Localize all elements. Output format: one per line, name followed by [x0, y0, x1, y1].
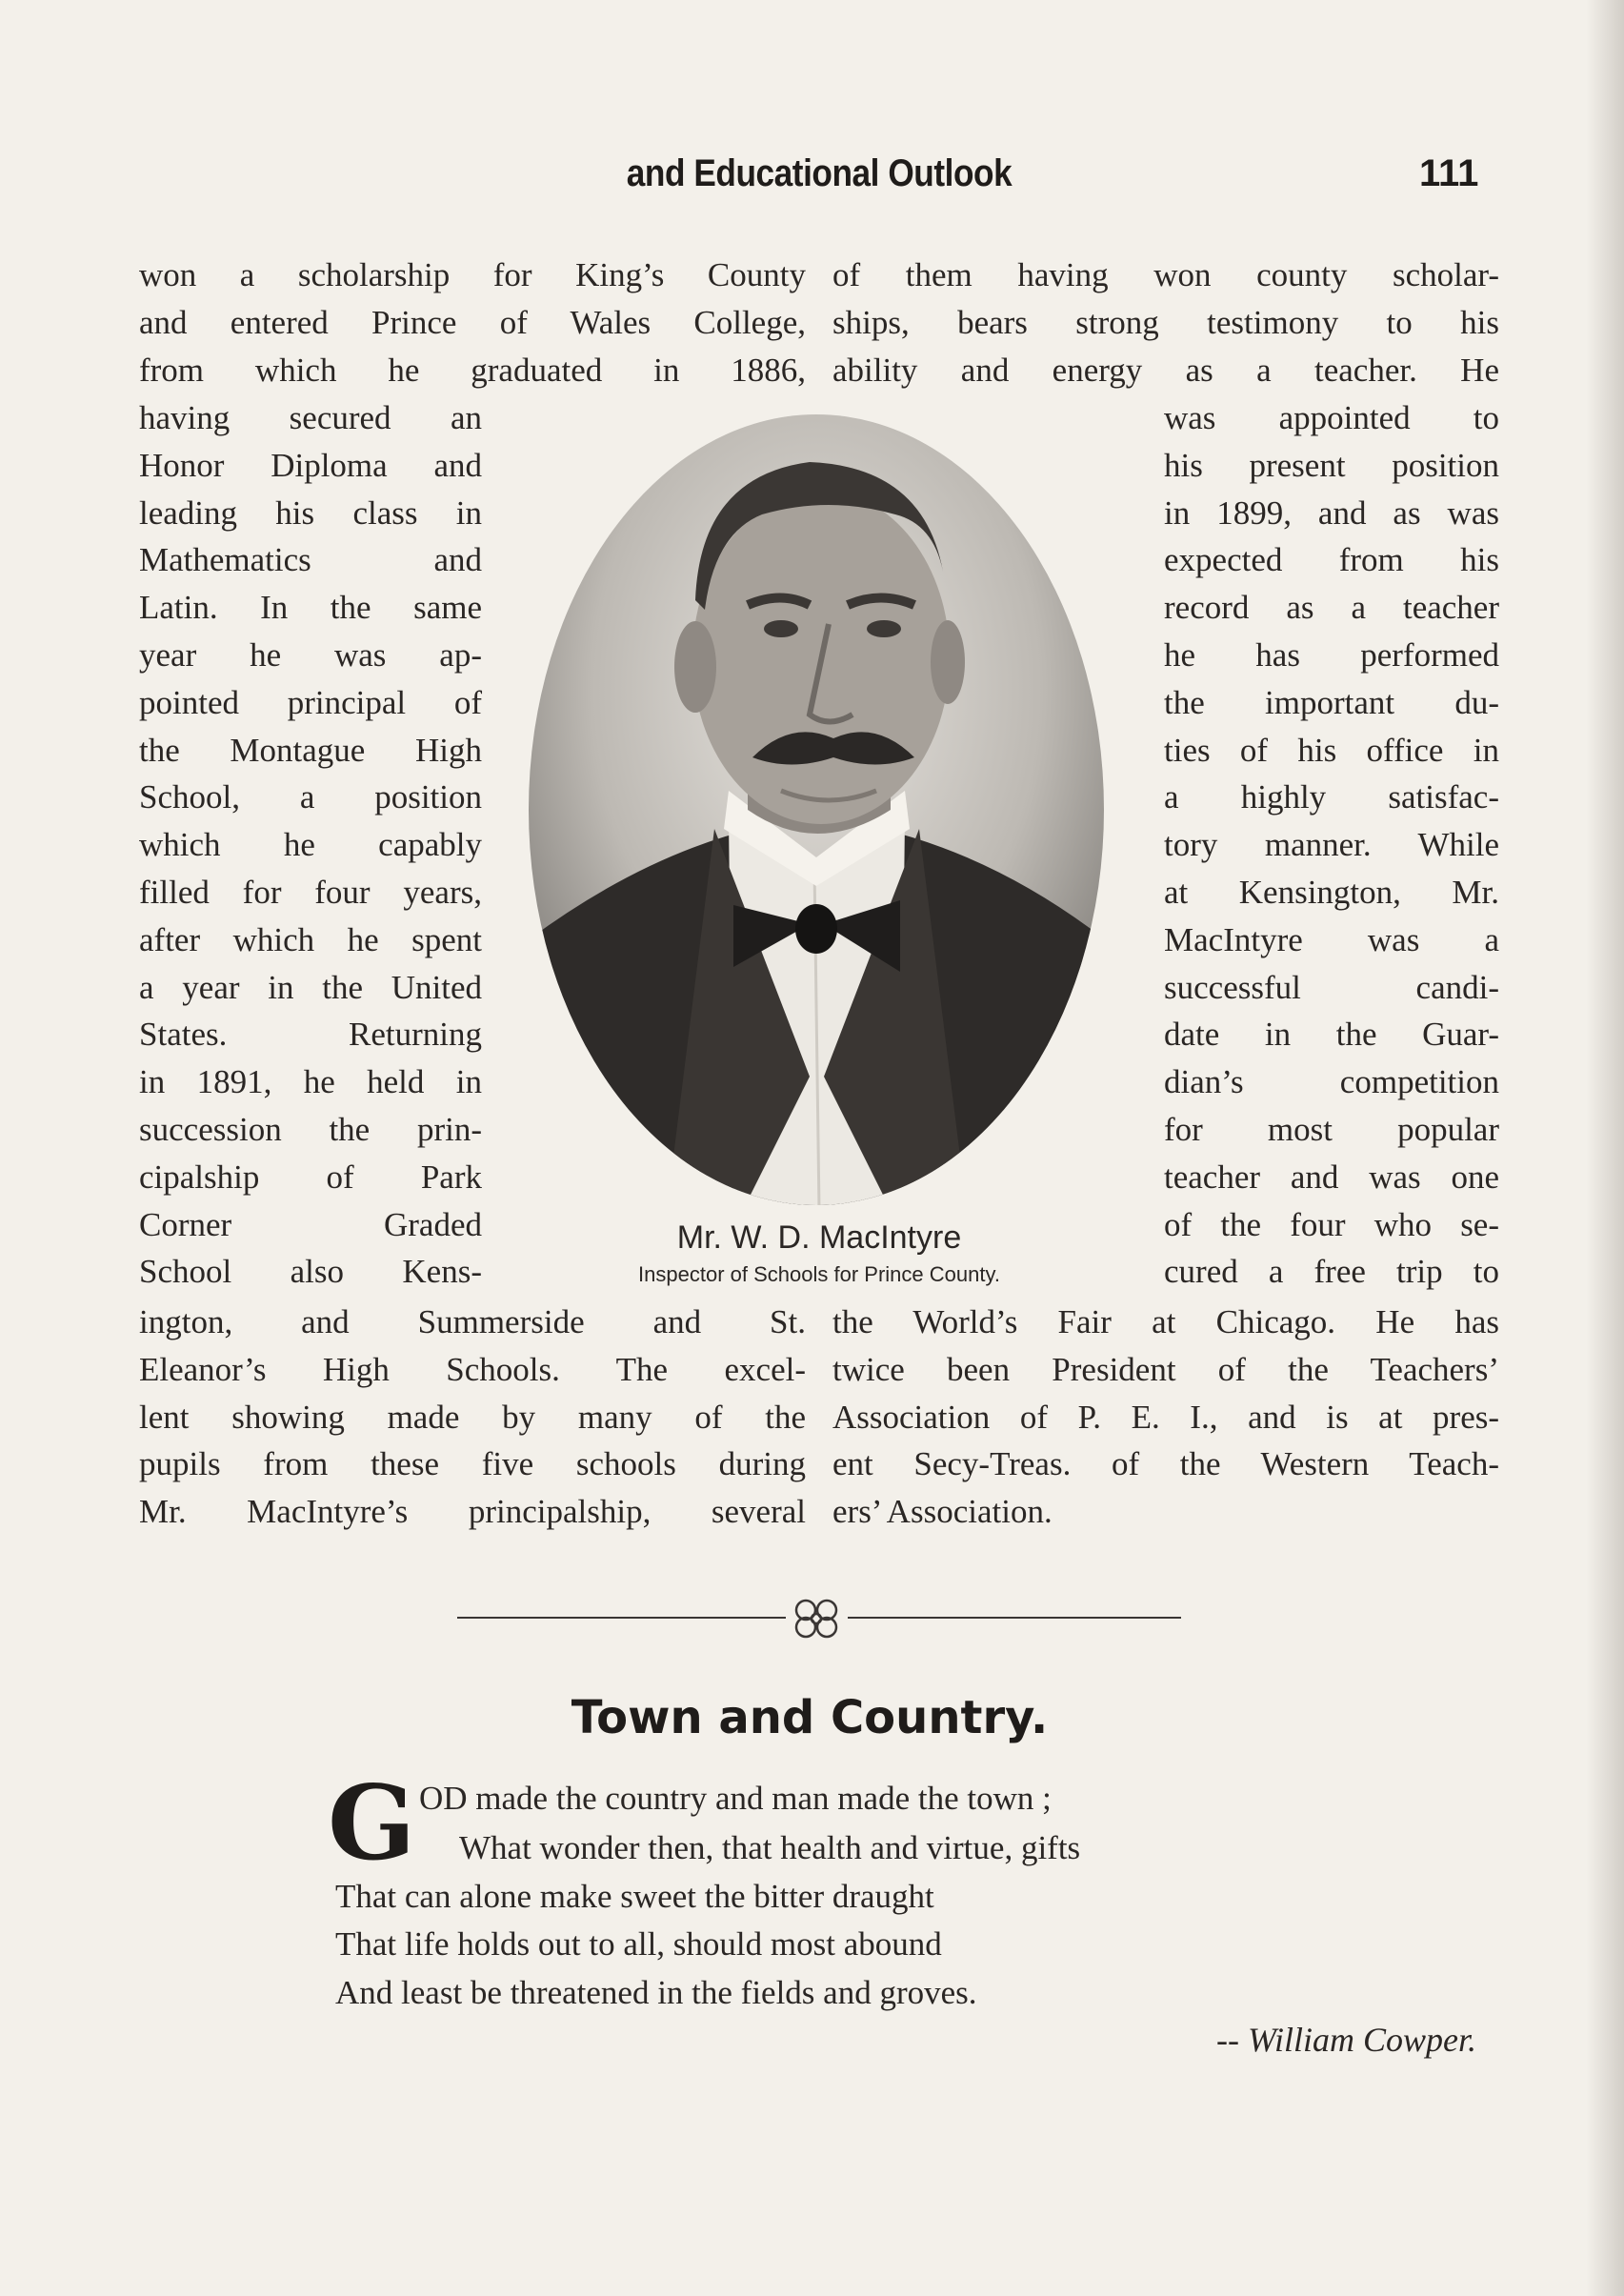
text-line: his present position	[1164, 446, 1499, 484]
section-divider-ornament	[457, 1589, 1181, 1646]
text-line: which he capably	[139, 826, 482, 864]
text-line: was appointed to	[1164, 399, 1499, 436]
poem-line-2: What wonder then, that health and virtue, gifts	[459, 1829, 1081, 1866]
text-line: year he was ap-	[139, 635, 482, 674]
text-line: of the four who se-	[1164, 1205, 1499, 1243]
article-right-bottom	[832, 1299, 1499, 1536]
text-line: at Kensington, Mr.	[1164, 873, 1499, 911]
running-header: and Educational Outlook	[626, 152, 1012, 194]
text-line: dian’s competition	[1164, 1063, 1499, 1101]
article-left-narrow	[139, 394, 482, 1296]
page-edge-shadow	[1586, 0, 1624, 2296]
text-line: pointed principal of	[139, 683, 482, 721]
text-line: School, a position	[139, 778, 482, 816]
text-line: Association of P. E. I., and is at pres-	[832, 1398, 1499, 1436]
text-line: teacher and was one	[1164, 1158, 1499, 1196]
poem-title: Town and Country.	[571, 1691, 1049, 1744]
text-line: States. Returning	[139, 1016, 482, 1054]
text-line: ties of his office in	[1164, 731, 1499, 769]
text-line: after which he spent	[139, 920, 482, 958]
text-line: Latin. In the same	[139, 589, 482, 627]
text-line: record as a teacher	[1164, 589, 1499, 627]
portrait-caption-title: Inspector of Schools for Prince County.	[638, 1262, 1000, 1286]
poem-line-3: That can alone make sweet the bitter draught	[335, 1878, 934, 1915]
article-right-top	[832, 252, 1499, 393]
text-line: date in the Guar-	[1164, 1016, 1499, 1054]
text-line: successful candi-	[1164, 968, 1499, 1006]
text-line: the important du-	[1164, 683, 1499, 721]
text-line: from which he graduated in 1886,	[139, 351, 806, 389]
text-line: he has performed	[1164, 635, 1499, 674]
poem-drop-cap: G	[328, 1763, 416, 1883]
text-line: succession the prin-	[139, 1110, 482, 1148]
poem-line-1: OD made the country and man made the town ;	[419, 1780, 1052, 1817]
poem-line-4: That life holds out to all, should most abound	[335, 1925, 942, 1963]
text-line: cipalship of Park	[139, 1158, 482, 1196]
article-right-narrow	[1164, 394, 1499, 1296]
article-left-bottom	[139, 1299, 806, 1536]
text-line: expected from his	[1164, 541, 1499, 579]
text-line: ington, and Summerside and St.	[139, 1303, 806, 1340]
text-line: ers’ Association.	[832, 1493, 1053, 1531]
text-line: MacIntyre was a	[1164, 920, 1499, 958]
page-number: 111	[1419, 152, 1479, 194]
text-line: Eleanor’s High Schools. The excel-	[139, 1350, 806, 1388]
text-line: the Montague High	[139, 731, 482, 769]
text-line: Corner Graded	[139, 1205, 482, 1243]
portrait-caption-name: Mr. W. D. MacIntyre	[676, 1219, 962, 1256]
text-line: tory manner. While	[1164, 826, 1499, 864]
text-line: ability and energy as a teacher. He	[832, 351, 1499, 389]
text-line: filled for four years,	[139, 873, 482, 911]
text-line: ships, bears strong testimony to his	[832, 303, 1499, 341]
text-line: cured a free trip to	[1164, 1253, 1499, 1291]
text-line: for most popular	[1164, 1110, 1499, 1148]
article-left-top	[139, 252, 806, 393]
text-line: a highly satisfac-	[1164, 778, 1499, 816]
text-line: ent Secy-Treas. of the Western Teach-	[832, 1445, 1499, 1483]
text-line: Mathematics and	[139, 541, 482, 579]
poem-line-5: And least be threatened in the fields and groves.	[335, 1974, 977, 2011]
text-line: and entered Prince of Wales College,	[139, 303, 806, 341]
text-line: Honor Diploma and	[139, 446, 482, 484]
text-line: leading his class in	[139, 493, 482, 532]
text-line: the World’s Fair at Chicago. He has	[832, 1303, 1499, 1340]
text-line: twice been President of the Teachers’	[832, 1350, 1499, 1388]
text-line: in 1899, and as was	[1164, 493, 1499, 532]
text-line: in 1891, he held in	[139, 1063, 482, 1101]
poem-attribution: -- William Cowper.	[1215, 2021, 1476, 2059]
text-line: Mr. MacIntyre’s principalship, several	[139, 1493, 806, 1531]
text-line: lent showing made by many of the	[139, 1398, 806, 1436]
text-line: School also Kens-	[139, 1253, 482, 1291]
text-line: pupils from these five schools during	[139, 1445, 806, 1483]
text-line: of them having won county scholar-	[832, 256, 1499, 293]
text-line: having secured an	[139, 399, 482, 436]
text-line: won a scholarship for King’s County	[139, 256, 806, 293]
portrait-photo	[524, 410, 1110, 1210]
text-line: a year in the United	[139, 968, 482, 1006]
